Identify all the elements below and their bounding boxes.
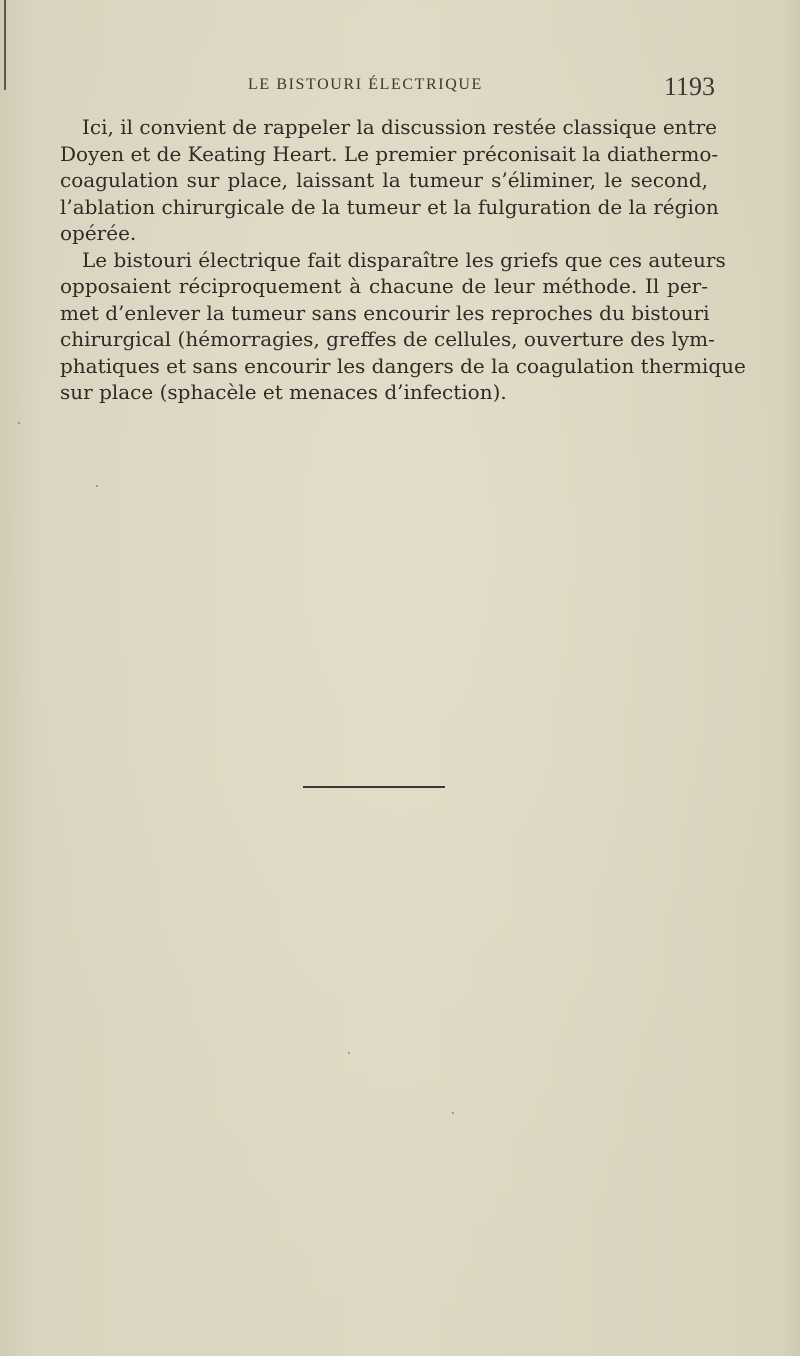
- text-line: l’ablation chirurgicale de la tumeur et la fulguration de la région: [60, 194, 719, 219]
- paper-speck: [18, 422, 20, 424]
- text-line: Ici, il convient de rappeler la discussion restée classique entre: [82, 115, 717, 139]
- text-line: sur place (sphacèle et menaces d’infection).: [60, 380, 507, 404]
- page-number: 1193: [664, 72, 716, 101]
- running-title: LE BISTOURI ÉLECTRIQUE: [248, 76, 483, 93]
- text-line: chirurgical (hémorragies, greffes de cellules, ouverture des lym-: [60, 327, 715, 351]
- running-header: [0, 72, 800, 102]
- text-line: met d’enlever la tumeur sans encourir les reproches du bistouri: [60, 300, 710, 325]
- text-line: opposaient réciproquement à chacune de leur méthode. Il per-: [60, 274, 708, 298]
- text-line: coagulation sur place, laissant la tumeur s’éliminer, le second,: [60, 168, 708, 192]
- paper-speck: [452, 1112, 454, 1114]
- text-line: Doyen et de Keating Heart. Le premier préconisait la diathermo-: [60, 141, 719, 166]
- text-line: Le bistouri électrique fait disparaître les griefs que ces auteurs: [82, 247, 726, 272]
- text-line: phatiques et sans encourir les dangers de la coagulation thermique: [60, 353, 746, 378]
- text-line: opérée.: [60, 221, 137, 245]
- section-divider: [303, 786, 445, 788]
- paper-speck: [96, 485, 98, 487]
- paper-speck: [348, 1052, 350, 1054]
- body-text: [60, 114, 746, 406]
